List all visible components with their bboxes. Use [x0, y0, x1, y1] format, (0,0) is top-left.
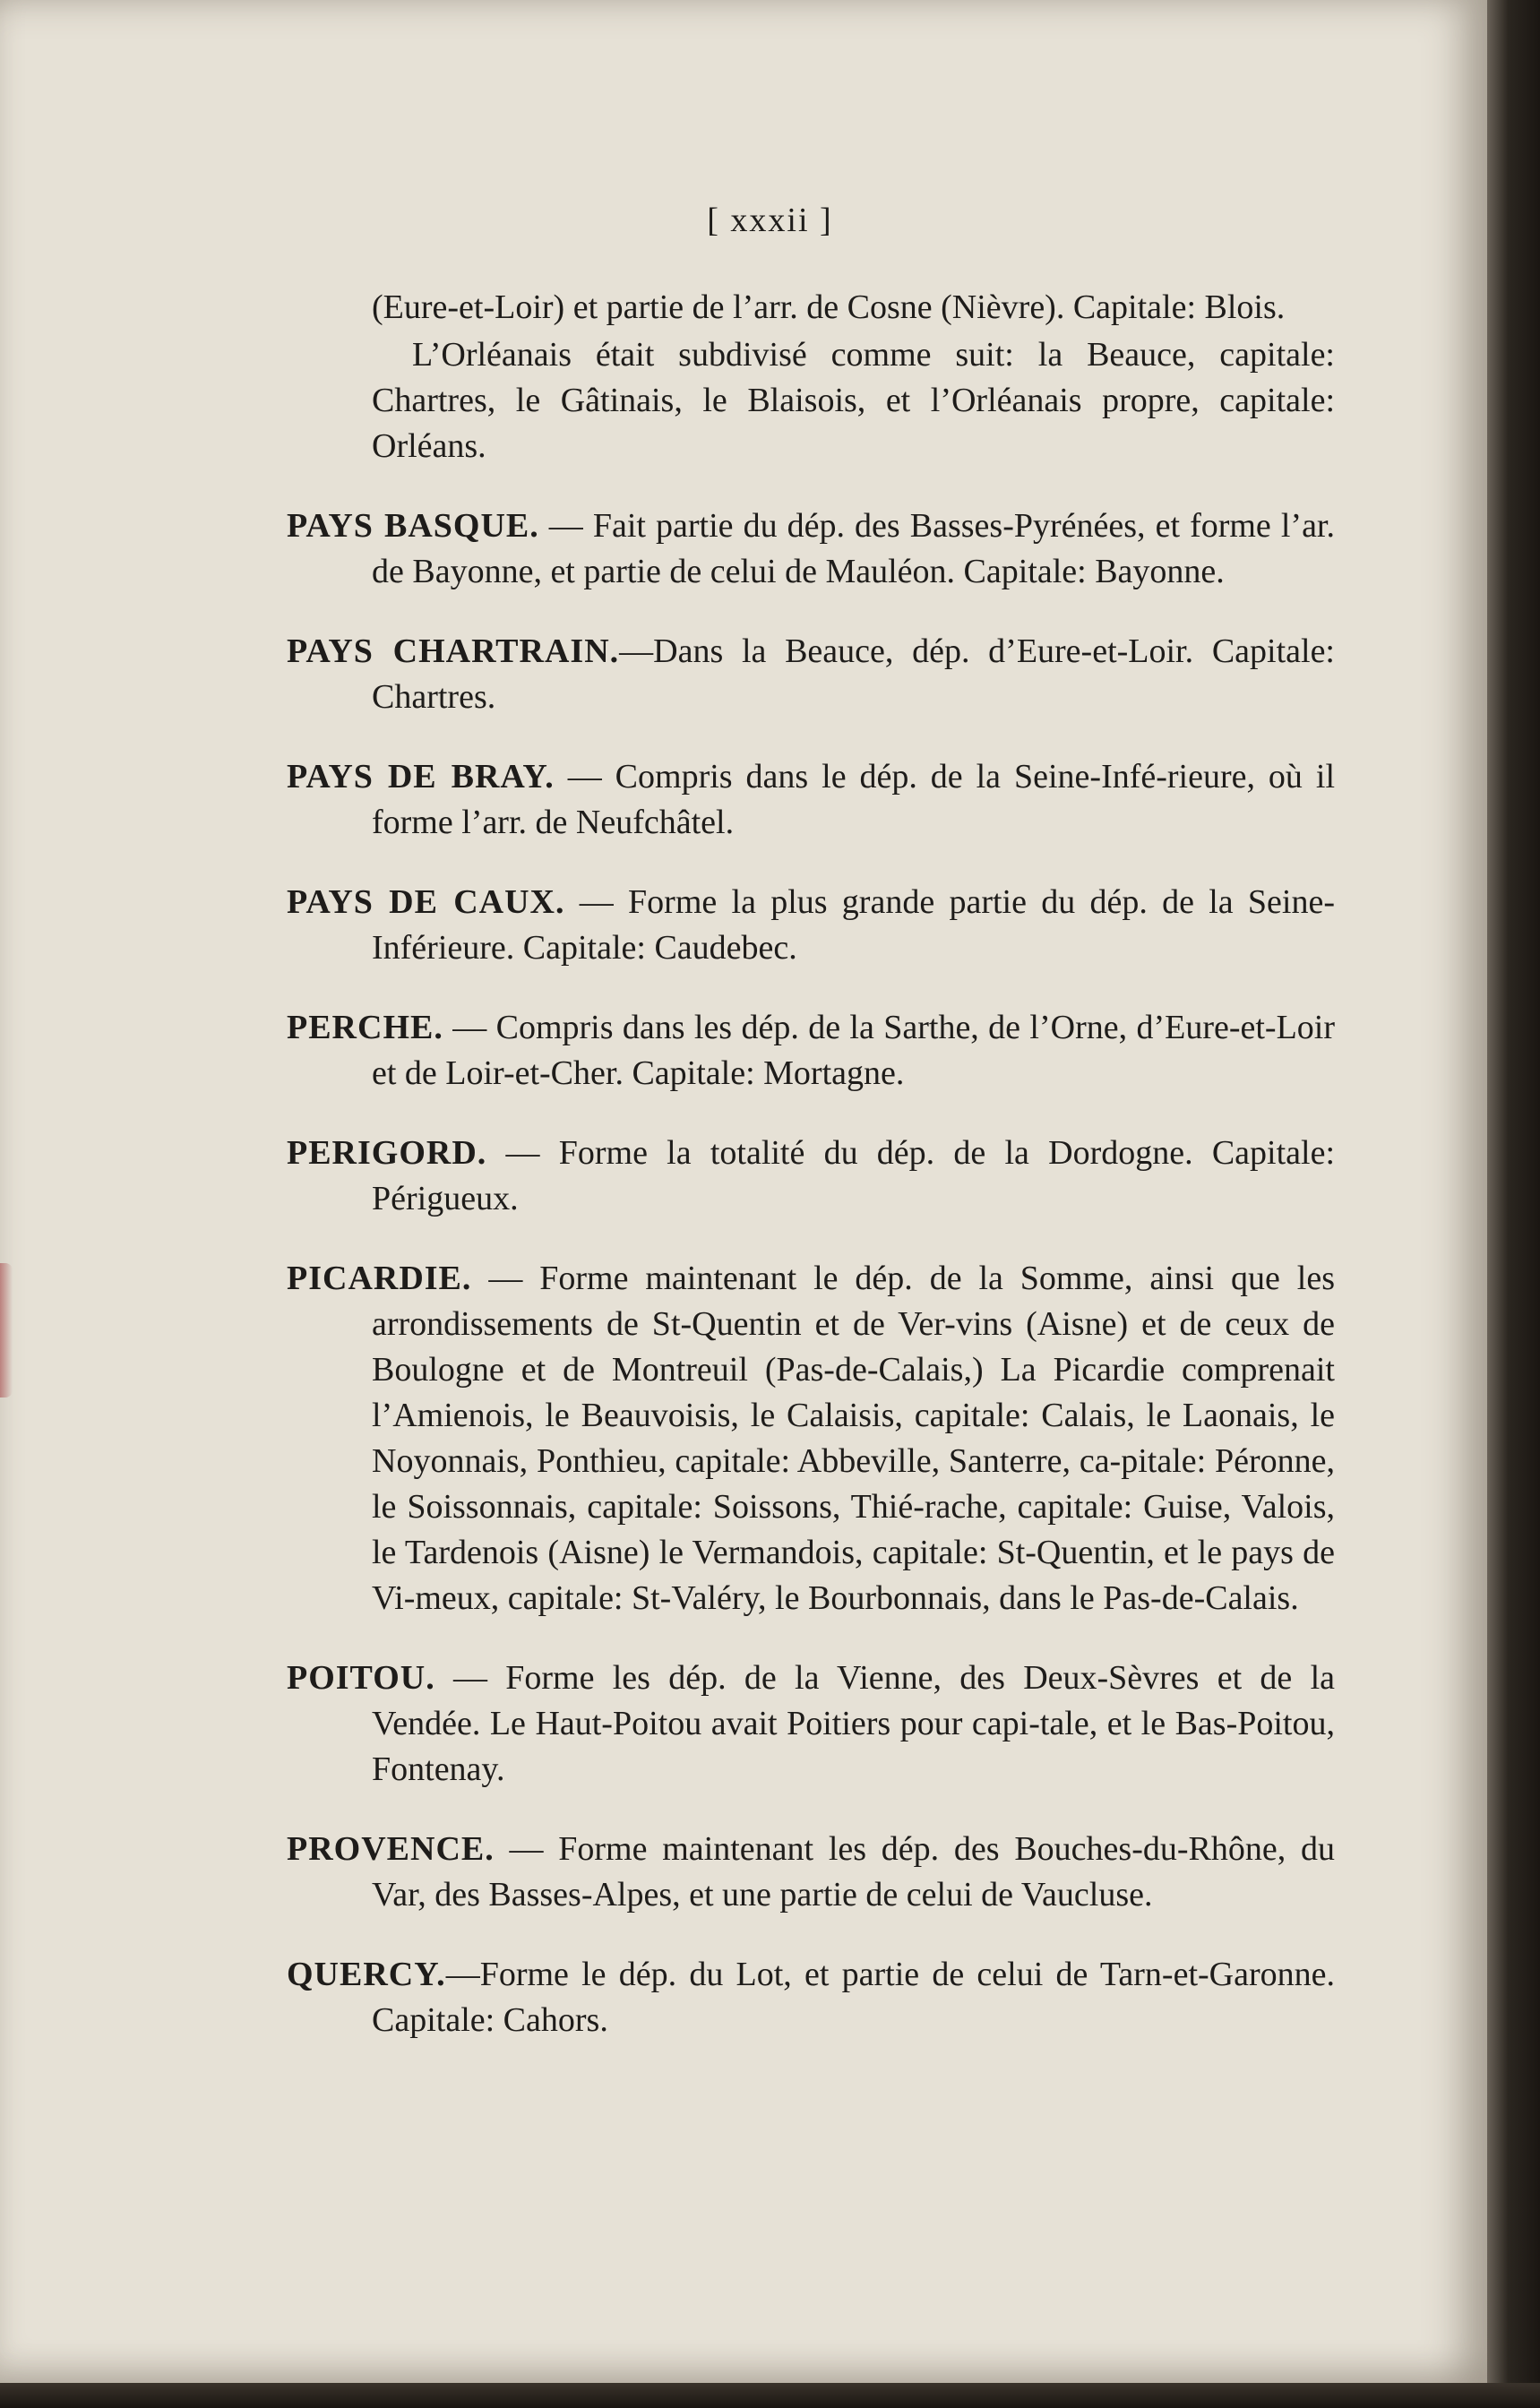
entry-term: PAYS CHARTRAIN.	[287, 632, 620, 670]
entry-term: POITOU.	[287, 1659, 435, 1697]
entry-text: — Forme les dép. de la Vienne, des Deux-Sèvres et de la Vendée. Le Haut-Poitou avait Poitiers pour capi-tale, et le Bas-Poitou, Fontenay.	[372, 1659, 1335, 1788]
entry-term: PAYS DE CAUX.	[287, 883, 565, 921]
entry-term: PERCHE.	[287, 1009, 443, 1046]
entry-term: QUERCY.	[287, 1956, 446, 1993]
entry-pays-chartrain	[287, 629, 1335, 720]
entry-text: — Fait partie du dép. des Basses-Pyrénées, et forme l’ar. de Bayonne, et partie de celui de Mauléon. Capitale: Bayonne.	[372, 507, 1335, 590]
entry-text: — Compris dans le dép. de la Seine-Infé-rieure, où il forme l’arr. de Neufchâtel.	[372, 758, 1335, 841]
entry-text: — Forme la totalité du dép. de la Dordogne. Capitale: Périgueux.	[372, 1134, 1335, 1217]
margin-mark	[0, 1263, 13, 1398]
entry-pays-basque	[287, 503, 1335, 595]
entry-term: PROVENCE.	[287, 1830, 495, 1868]
continuation-paragraph: (Eure-et-Loir) et partie de l’arr. de Cosne (Nièvre). Capitale: Blois.	[372, 288, 1286, 326]
entry-term: PICARDIE.	[287, 1260, 472, 1297]
entry-text: — Forme la plus grande partie du dép. de la Seine-Inférieure. Capitale: Caudebec.	[372, 883, 1336, 967]
entry-text: —Forme le dép. du Lot, et partie de celui de Tarn-et-Garonne. Capitale: Cahors.	[372, 1956, 1335, 2039]
entry-term: PAYS DE BRAY.	[287, 758, 555, 796]
entry-quercy	[287, 1952, 1335, 2043]
page-number: [ xxxii ]	[707, 202, 833, 239]
entry-perche	[287, 1005, 1335, 1096]
entry-term: PERIGORD.	[287, 1134, 487, 1172]
entry-poitou	[287, 1656, 1335, 1793]
entry-pays-de-bray	[287, 754, 1335, 846]
entry-text: — Forme maintenant les dép. des Bouches-du-Rhône, du Var, des Basses-Alpes, et une partie de celui de Vaucluse.	[372, 1830, 1335, 1914]
orleanais-paragraph: L’Orléanais était subdivisé comme suit: la Beauce, capitale: Chartres, le Gâtinais, le Blaisois, et l’Orléanais propre, capitale: Orléans.	[372, 336, 1335, 465]
bottom-edge	[0, 2383, 1540, 2408]
entry-perigord	[287, 1131, 1335, 1222]
entry-provence	[287, 1827, 1335, 1918]
entry-text: —Dans la Beauce, dép. d’Eure-et-Loir. Capitale: Chartres.	[372, 632, 1335, 716]
entry-text: — Compris dans les dép. de la Sarthe, de l’Orne, d’Eure-et-Loir et de Loir-et-Cher. Capitale: Mortagne.	[372, 1009, 1335, 1092]
entry-term: PAYS BASQUE.	[287, 507, 539, 545]
page-content	[287, 285, 1335, 2045]
page-edge	[1487, 0, 1540, 2408]
entry-pays-de-caux	[287, 880, 1335, 971]
entry-text: — Forme maintenant le dép. de la Somme, ainsi que les arrondissements de St-Quentin et de Ver-vins (Aisne) et de ceux de Boulogne et de Montreuil (Pas-de-Calais,) La Picardie comprenait l’Amienois, le Beauvoisis, le Calaisis, capitale: Calais, le Laonais, le Noyonnais, Ponthieu, capitale: Abbeville, Santerre, ca-pitale: Péronne, le Soissonnais, capitale: Soissons, Thié-rache, capitale: Guise, Valois, le Tardenois (Aisne) le Vermandois, capitale: St-Quentin, et le pays de Vi-meux, capitale: St-Valéry, le Bourbonnais, dans le Pas-de-Calais.	[372, 1260, 1335, 1617]
entry-picardie	[287, 1256, 1335, 1621]
